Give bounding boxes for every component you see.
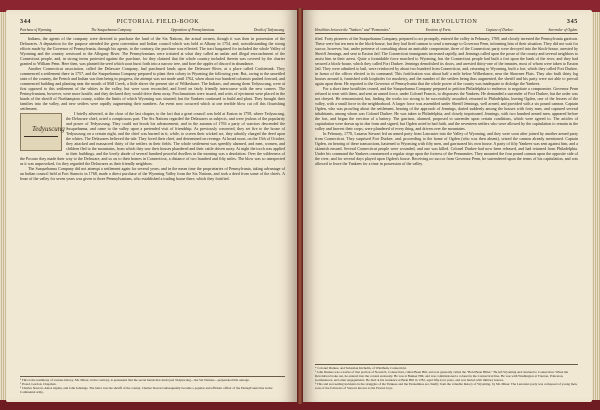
left-page-header [20,18,285,25]
page-edges-right [592,12,600,400]
left-footnotes [20,376,285,394]
running-head: Surrender of Ogden. [548,28,578,32]
right-page-title: OF THE REVOLUTION [404,18,478,25]
signature-figure [20,113,65,151]
left-page-number: 344 [20,18,32,25]
footnote: * Colonel Durkee, and Sebastian Kichelin, of Windham, Connecticut. [315,366,407,370]
right-running-heads [315,28,578,34]
left-page-title: PICTORIAL FIELD-BOOK [116,18,200,25]
paragraph: ified. Forty pioneers of the Susquehanna Company, prepared to act promptly, entered the valley in February, 1769, and closely invested the Pennsylvania garrison. These were but ten men in the block-house, but they had fired cannon to send a message to Governor Penn, informing him of their situation. They did not wait for succor, however, but, under pretense of consulting about an amicable compromise, three of the Connecticut party were decoyed into the block-house, arrested by Sheriff Jennings, and sent to Easton Jail. The Connecticut immigrants increased rapidly, and Jennings called upon the posse of the county and several neighbors to assist him in their arrest. Quite a formidable force marched to Wyoming, but the Connecticut people had built a fort upon the bank of the river, and they had secured a block-house, which they called Fort Durkee. Jennings demolished its doors, and arrested thirty-one of the inmates, most of whom were taken to Easton Jail. They were admitted to bail, were reinforced by about two hundred from Connecticut, and, returning to Wyoming, built a fort, which they called Fort Durkee, in honor of the officer elected to its command. This fortification was about half a mile below Wilkesbarre, near the Shawnee Flats. They also built thirty log houses around it, furnished with loopholes for musketry, and the number of the settlers being thus augmented, the sheriff and his party were not able to prevail again upon them. He reported to the Governor of Pennsylvania that the whole power of the county was inadequate to dislodge the Yankees. [315,36,578,87]
signature-image: Tedyuscung [24,122,58,137]
paragraph: For a short time hostilities ceased, and the Susquehanna Company prepared to petition Philadelphia to endeavor to negotiate a compromise. Governor Penn refused to treat with them, and sent an armed force, under Colonel Francis, to dispossess the Yankees. He demanded a surrender of Fort Durkee, but the order was not obeyed. He remonstrated, but, finding the works too strong to be successfully assaulted, returned to Philadelphia, leaving Ogden, one of the lessees of the valley, with a small force in the neighborhood. A larger force was assembled under Sheriff Jennings, well armed, and provided with a six pound cannon. Captain Ogden, who was prowling about the settlement, hearing of the approach of Jennings, darted suddenly among the houses with forty men, and captured several inhabitants, among whom was Colonel Durkee. He was taken to Philadelphia, and closely imprisoned. Jennings, with two hundred armed men, appeared before the fort, and began the erection of a battery. The garrison, alarmed, proposed to surrender upon certain conditions, which were agreed to. The articles of capitulation were drawn up in due form and signed, but Ogden acted in bad faith, and the seventeen settlers who were allowed by the capitulation to remain in the valley and harvest their crops, were plundered of every thing, and driven over the mountains. [315,86,578,132]
running-head: Purchase of Wyoming. [20,28,53,32]
running-head: Erection of Forts. [425,28,452,32]
paragraph: The Susquehanna Company did not attempt a settlement again for several years; and in the mean time the proprietaries of Pennsylvania, taking advantage of an Indian council held at Fort Stanwix in 1768, made a direct purchase of the Wyoming Valley from the Six Nations, and took a deed from some of the chiefs. A lease of the valley for seven years was given to three Pennsylvanians, who established a trading house there, which they fortified. [20,166,285,182]
paragraph: Indians, the agents of the company were directed to purchase the land of the Six Nations, the actual owners, though it was then in possession of the Delawares. A deputation for the purpose attended the great convention and Indian council which was held at Albany in 1754, and, notwithstanding the strong efforts made by the Governor of Pennsylvania, through his agents, to the contrary, the purchase was effected. The tract bargained for included the whole Valley of Wyoming and the country westward to the Allegany River. The Pennsylvanians were irritated at what they called an unfair and illegal encroachment of the Connecticut people, and, in strong terms protested against the purchase, for they claimed that the whole country included therein was covered by the charter granted to William Penn. Here then, was planted the seed which soon burst forth into a narrow tree, and bore the apples of discord in abundance. [20,36,285,67]
footnote: ¹ This is the testimony of various history. Mr. Minor, in the contrary, is persuaded that the secret hands that destroyed Tedyuscung—the Six Nations—perpetrated this outrage. [20,378,250,382]
left-page [6,10,297,402]
running-head: The Susquehanna Company. [91,28,132,32]
running-head: Death of Tedyuscung. [253,28,285,32]
running-head: Opposition of Pennsylvanians. [170,28,215,32]
footnote: ² John Durkee was a native of that portion of Norwich, Connecticut, called Bean Hill, and was generally called the "Bold Bean Hiller." He left Wyoming and returned to Connecticut. When the Revolution broke out, he entered into the contest zealously. He was at Bunker Hill, and was commissioned a colonel in the Connecticut line. He was with Washington at Trenton, Princeton, Germantown, and other engagements. He died at his residence at Bean Hill in 1782, aged fifty-four years, and was buried with military honors. [315,370,569,383]
left-body-text [20,36,285,181]
right-page [303,10,592,402]
right-page-header [315,18,578,25]
running-head: Capture of Durkee. [486,28,514,32]
right-footnotes [315,364,578,391]
footnote: ² Proud, Gordon, Chapman. [20,382,57,387]
right-body-text [315,36,578,166]
running-head: Hostilities between the "Yankees" and "Pennamites". [315,28,391,32]
paragraph: Another Connecticut association, called the Delaware Company, had purchased lands upon the Delaware River, at a place called Cushietunk. They commenced a settlement there in 1757, and the Susquehanna Company prepared to plant their colony in Wyoming the following year. But, owing to the unsettled state of the country, the French and Indian war then being in progress, the attempt was not made until 1762, when about two hundred colonists pushed forward, and commenced building and planting near the mouth of Mill Creek, a little above the present site of Wilkesbarre. The Indians, and among them Tedyuscung, were at first opposed to this settlement of the whites in the valley, but were soon reconciled, and lived on fairly friendly intercourse with the new comers. The Pennsylvanians, however, were more hostile, and they declared they would drive them away. Proclamations were issued, and writs of ejectment were placed in the hands of the sheriff of Northampton county, within the limits of which Wyoming was situated; but the Yankees continued to build and plant. They brought their families into the valley, and new settlers were rapidly augmenting their numbers. An event now occurred which at one terrible blow cut off this flourishing settlement. [20,66,285,112]
footnote: ³ This and succeeding incidents in the struggles of the Yankees and the Pennamites are chiefly from the valuable history of Wyoming, by Mr. Miner. The Lancaster party was composed of young men, sons of the followers of Stewart known as the Paxton boys. [315,382,578,391]
right-page-number: 345 [566,18,578,25]
left-running-heads [20,28,285,34]
footnote: ³ Charles Stewart, Amos Ogden, and John Jennings. The latter was the sheriff of the county. Charles Stewart subsequently became a popular and efficient officer of the Pennsylvania line in the Continental army. [20,386,273,395]
paragraph: Tedyuscung I briefly adverted, at the close of the last chapter, to the fact that a great council was held at Easton in 1758, where Tedyuscung, the Delaware chief, acted a conspicuous part. The Six Nations regarded the Delawares as subjects, and were jealous of the popularity and power of Tedyuscung. They could not brook his advancement, and in the autumn of 1763 a party of warriors descended the Susquehanna, and came to the valley upon a pretended visit of friendship. As previously concerted, they set fire to the house of Tedyuscung on a certain night, and the chief was burned in it; while, to screen their wicked act, they adroitly charged the deed upon the whites. The Delawares believed the tale. They loved their chief, and determined on revenge. At broad noon, on the 15th of October, they attacked and massacred thirty of the settlers in their fields. The whole settlement was speedily alarmed, and men, women, and children fled to the mountains, from which they saw their houses plundered and their cattle driven away. At night the torch was applied to their buildings, and the lovely abode of several hundred peaceful dwellers in the morning was a desolation. Over the wilderness of the Pocono they made their way to the Delaware, and so on to their homes in Connecticut, a distance of two hundred and fifty miles. The blow was so unexpected as it was unprovoked, for they regarded the Delawares as their friendly neighbors. [20,111,285,167]
paragraph: In February, 1770, Lazarus Stewart led an armed party from Lancaster into the Valley of Wyoming, and they were soon after joined by another armed party from Connecticut. They surprised Fort Durkee, and, proceeding to the home of Ogden (who was then absent), seized the cannon already mentioned. Captain Ogden, on hearing of these transactions, hastened to Wyoming with fifty men, and garrisoned his own house. A party of fifty Yankees was sent against him, and a skirmish ensued. Several Connecticut people were wounded, and one was killed. Colonel Durkee had now been released, and had returned from Philadelphia. Under his command the Yankees commenced a regular siege upon the fortress of the Pennamites. They mounted the four pound cannon upon the opposite side of the river, and for several days played upon Ogden's house. Receiving no succor from Governor Penn, he surrendered upon the terms of his capitulation, and was allowed to leave the Yankees for a time in possession of the valley. [315,131,578,167]
